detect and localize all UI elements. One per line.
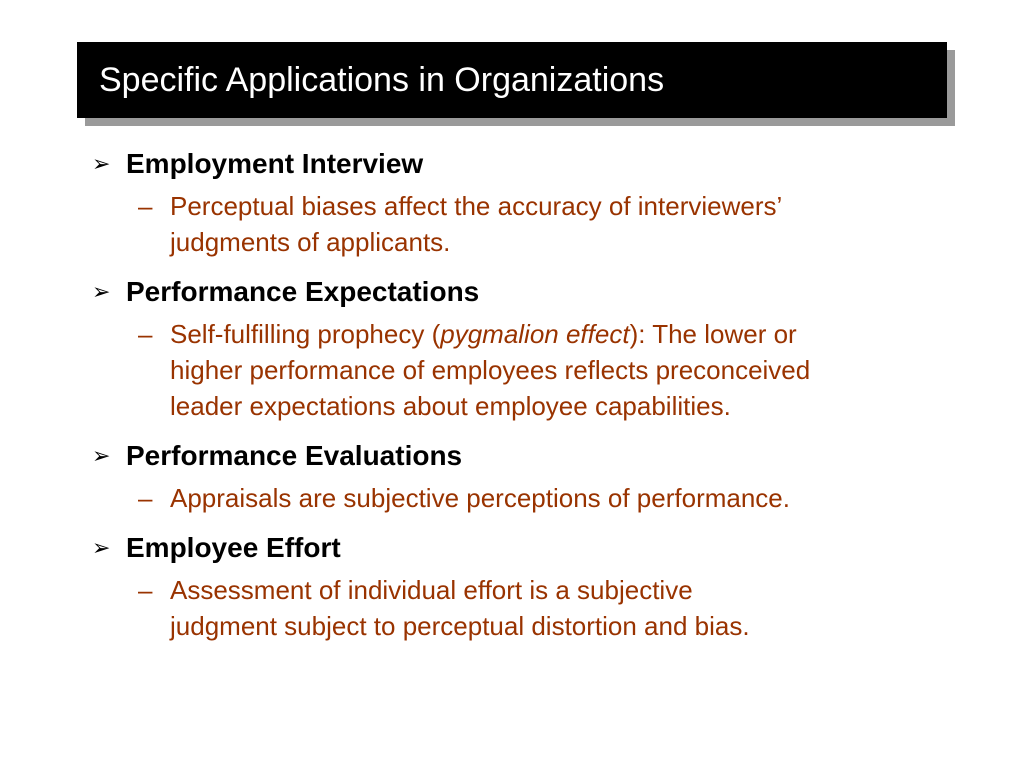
bullet-heading: Employment Interview	[126, 148, 424, 179]
section-employment-interview	[92, 146, 962, 260]
sub-bullet-text	[170, 316, 950, 424]
detail-prefix: Self-fulfilling prophecy (	[170, 319, 441, 349]
arrow-bullet-icon: ➢	[92, 535, 111, 560]
bullet-row	[92, 530, 962, 566]
arrow-bullet-icon: ➢	[92, 443, 111, 468]
dash-bullet-icon: –	[138, 191, 153, 221]
detail-line: judgments of applicants.	[170, 227, 451, 257]
bullet-heading: Performance Expectations	[126, 276, 480, 307]
arrow-bullet-icon: ➢	[92, 279, 111, 304]
sub-bullet-row	[92, 188, 962, 260]
detail-line: judgment subject to perceptual distortion and bias.	[170, 611, 750, 641]
detail-suffix: ): The lower or	[629, 319, 797, 349]
dash-bullet-icon: –	[138, 483, 153, 513]
detail-emphasis: pygmalion effect	[440, 319, 630, 349]
bullet-row	[92, 146, 962, 182]
bullet-row	[92, 274, 962, 310]
sub-bullet-text	[170, 188, 950, 260]
section-performance-evaluations	[92, 438, 962, 516]
bullet-heading: Performance Evaluations	[126, 440, 463, 471]
bullet-heading: Employee Effort	[126, 532, 341, 563]
title-bar	[77, 42, 947, 118]
bullet-row	[92, 438, 962, 474]
detail-line: Perceptual biases affect the accuracy of interviewers’	[170, 191, 783, 221]
arrow-bullet-icon: ➢	[92, 151, 111, 176]
section-employee-effort	[92, 530, 962, 644]
sub-bullet-row	[92, 480, 962, 516]
detail-line: Assessment of individual effort is a subjective	[170, 575, 693, 605]
dash-bullet-icon: –	[138, 575, 153, 605]
detail-line: higher performance of employees reflects preconceived	[170, 355, 811, 385]
sub-bullet-row	[92, 316, 962, 424]
dash-bullet-icon: –	[138, 319, 153, 349]
slide-title: Specific Applications in Organizations	[99, 60, 665, 99]
slide-content	[92, 146, 962, 658]
sub-bullet-text	[170, 480, 950, 516]
detail-line: leader expectations about employee capabilities.	[170, 391, 731, 421]
sub-bullet-text	[170, 572, 950, 644]
detail-line: Appraisals are subjective perceptions of performance.	[170, 483, 790, 513]
sub-bullet-row	[92, 572, 962, 644]
section-performance-expectations	[92, 274, 962, 424]
